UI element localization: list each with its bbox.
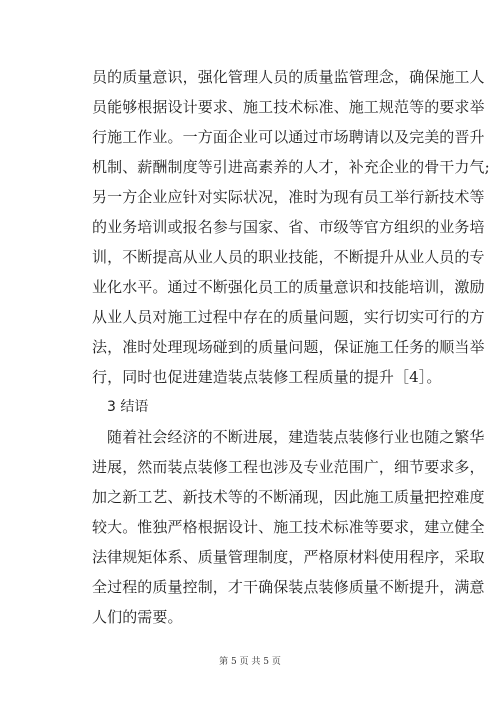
text-line: 行施工作业。一方面企业可以通过市场聘请以及完美的晋升 bbox=[92, 128, 485, 146]
text-line: 训，不断提高从业人员的职业技能，不断提升从业人员的专 bbox=[92, 248, 485, 266]
text-line: 较大。惟独严格根据设计、施工技术标准等要求，建立健全 bbox=[92, 518, 485, 536]
paragraph-2 bbox=[92, 422, 485, 632]
page-footer: 第 5 页 共 5 页 bbox=[219, 657, 281, 667]
text-line: 另一方企业应针对实际状况，准时为现有员工举行新技术等 bbox=[92, 188, 485, 206]
document-body bbox=[92, 62, 490, 632]
text-line: 法，准时处理现场碰到的质量问题，保证施工任务的顺当举 bbox=[92, 338, 485, 356]
text-line: 业化水平。通过不断强化员工的质量意识和技能培训，激励 bbox=[92, 278, 485, 296]
section-heading: 3 结语 bbox=[107, 399, 149, 415]
text-line: 员的质量意识，强化管理人员的质量监管理念，确保施工人 bbox=[92, 68, 485, 86]
text-line: 法律规矩体系、质量管理制度，严格原材料使用程序，采取 bbox=[92, 548, 485, 566]
text-line: 随着社会经济的不断进展，建造装点装修行业也随之繁华 bbox=[107, 428, 485, 446]
text-line: 员能够根据设计要求、施工技术标准、施工规范等的要求举 bbox=[92, 98, 485, 116]
text-line: 加之新工艺、新技术等的不断涌现，因此施工质量把控难度 bbox=[92, 488, 485, 506]
text-line: 人们的需要。 bbox=[92, 608, 183, 626]
text-line: 从业人员对施工过程中存在的质量问题，实行切实可行的方 bbox=[92, 308, 485, 326]
text-line: 全过程的质量控制，才干确保装点装修质量不断提升，满意 bbox=[92, 578, 485, 596]
paragraph-1 bbox=[92, 62, 490, 392]
text-line: 进展，然而装点装修工程也涉及专业范围广，细节要求多， bbox=[92, 458, 485, 476]
text-line: 机制、薪酬制度等引进高素养的人才，补充企业的骨干力气; bbox=[92, 158, 490, 176]
text-line: 的业务培训或报名参与国家、省、市级等官方组织的业务培 bbox=[92, 218, 485, 236]
text-line: 行，同时也促进建造装点装修工程质量的提升［4］。 bbox=[92, 368, 442, 386]
